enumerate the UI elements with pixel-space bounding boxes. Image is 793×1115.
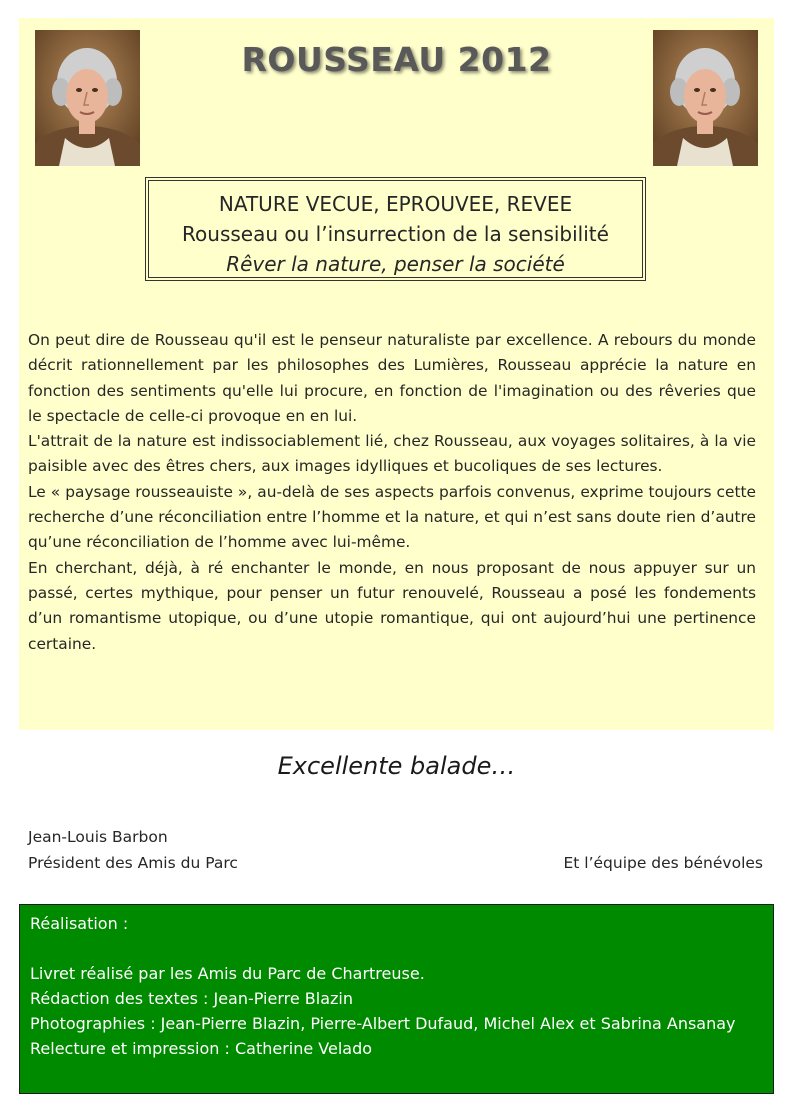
intro-text — [28, 328, 756, 657]
signature-role: Président des Amis du Parc — [28, 854, 238, 872]
credits-panel — [19, 904, 774, 1094]
subtitle-line-3: Rêver la nature, penser la société — [226, 252, 565, 276]
subtitle-box — [145, 177, 646, 281]
paragraph: En cherchant, déjà, à ré enchanter le monde, en nous proposant de nous appuyer sur un passé, certes mythique, pour penser un futur renouvelé, Rousseau a posé les fondements d’un romantisme utopique, ou d’une utopie romantique, qui ont aujourd’hui une pertinence certaine. — [28, 558, 756, 653]
credits-spacer — [30, 936, 763, 961]
closing-line: Excellente balade… — [277, 752, 516, 780]
signature-team: Et l’équipe des bénévoles — [563, 854, 763, 872]
page-title: ROUSSEAU 2012 — [241, 40, 552, 79]
credits-heading: Réalisation : — [30, 914, 129, 933]
subtitle-line-2: Rousseau ou l’insurrection de la sensibilité — [182, 222, 609, 246]
signature-name: Jean-Louis Barbon — [28, 828, 168, 846]
credits-line: Relecture et impression : Catherine Velado — [30, 1039, 373, 1058]
credits-line: Photographies : Jean-Pierre Blazin, Pierre-Albert Dufaud, Michel Alex et Sabrina Ansanay — [30, 1014, 736, 1033]
subtitle-line-1: NATURE VECUE, EPROUVEE, REVEE — [218, 192, 573, 216]
credits-line: Rédaction des textes : Jean-Pierre Blazin — [30, 989, 354, 1008]
credits-line: Livret réalisé par les Amis du Parc de Chartreuse. — [30, 964, 425, 983]
paragraph: L'attrait de la nature est indissociablement lié, chez Rousseau, aux voyages solitaires, à la vie paisible avec des êtres chers, aux images idylliques et bucoliques de ses lectures. — [28, 432, 756, 476]
paragraph: Le « paysage rousseauiste », au-delà de ses aspects parfois convenus, exprime toujours cette recherche d’une réconciliation entre l’homme et la nature, et qui n’est sans doute rien d’autre qu’une réconciliation de l’homme avec lui-même. — [28, 482, 756, 552]
paragraph: On peut dire de Rousseau qu'il est le penseur naturaliste par excellence. A rebours du monde décrit rationnellement par les philosophes des Lumières, Rousseau apprécie la nature en fonction des sentiments qu'elle lui procure, en fonction de l'imagination ou des rêveries que le spectacle de celle-ci provoque en en lui. — [28, 331, 756, 425]
